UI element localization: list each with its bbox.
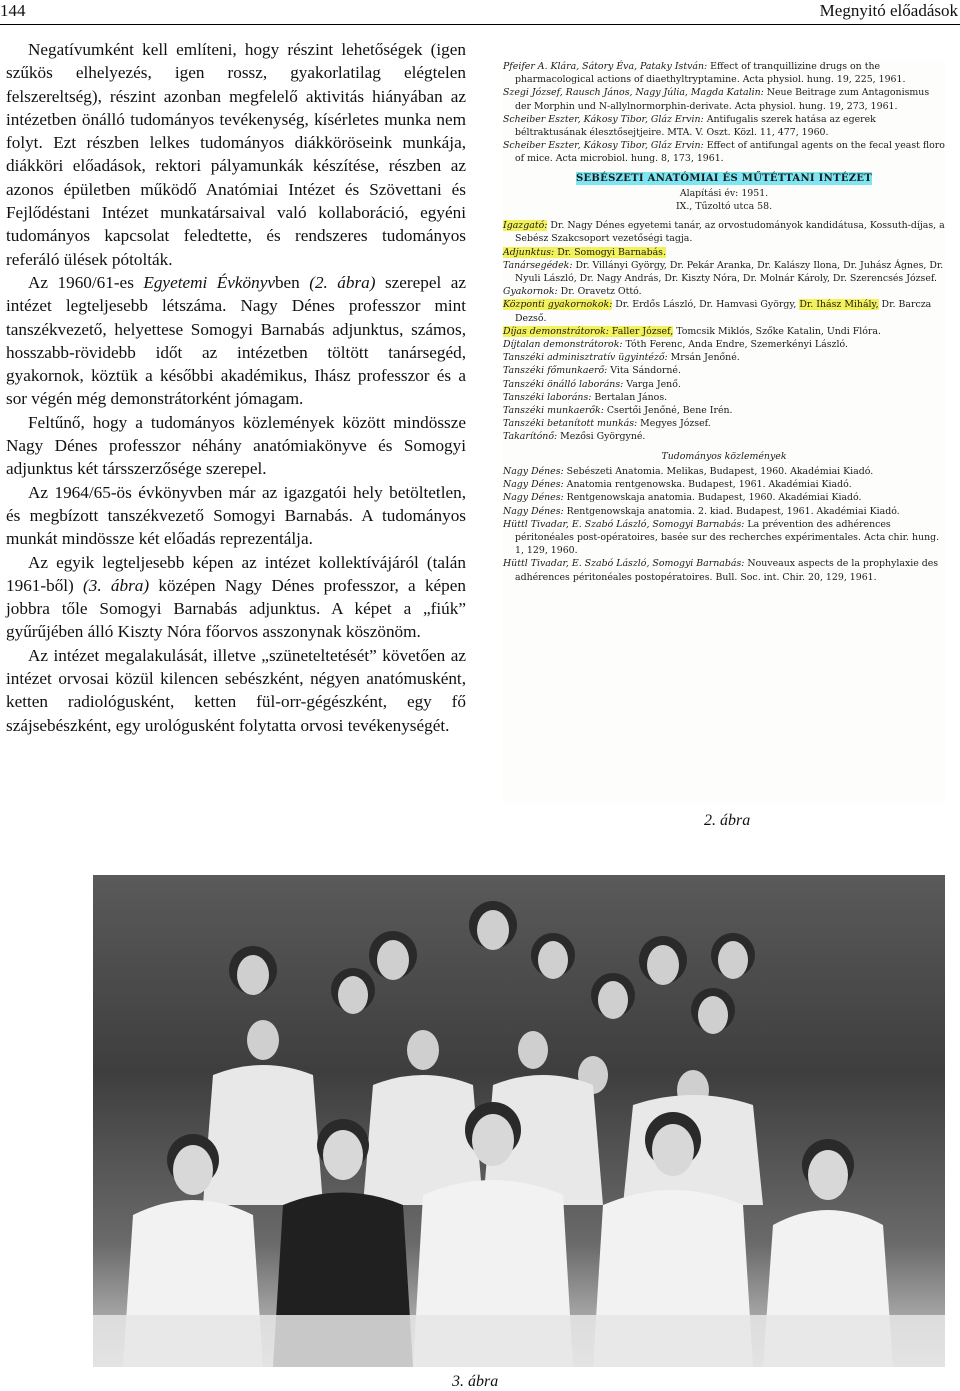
free-demonstrators-entry: Díjtalan demonstrátorok: Tóth Ferenc, Anda Endre, Szemerkényi László. xyxy=(503,339,848,351)
adjunct-entry: Adjunktus: Dr. Somogyi Barnabás. xyxy=(503,246,666,258)
staff-entry: Tanszéki önálló laboráns: Varga Jenő. xyxy=(503,378,681,390)
publications-list xyxy=(503,465,945,584)
reference-entry: Scheiber Eszter, Kákosy Tibor, Gláz Ervin: Antifugalis szerek hatása az egerek béltraktusának élesztősejtjeire. MTA. V. Oszt. Közl. 11, 477, 1960. xyxy=(503,113,876,139)
figure-2-caption: 2. ábra xyxy=(704,812,751,829)
publications-title: Tudományos közlemények xyxy=(661,450,787,462)
page-header xyxy=(0,0,960,25)
group-photo xyxy=(93,875,945,1367)
paragraph-2: Az 1960/61-es Egyetemi Évkönyvben (2. ábra) szerepel az intézet legteljesebb létszáma. Nagy Dénes professzor mint tanszékvezető, helyettese Somogyi Barnabás adjunktus, számos, hosszabb-rövidebb időt az intézetben töltött tanársegéd, gyakornok, köztük a későbbi akadémikus, Ihász professzor és a sor végén még demonstrátorként jómagam. xyxy=(6,272,466,409)
reference-entry: Szegi József, Rausch János, Nagy Júlia, Magda Katalin: Neue Beitrage zum Antagonismus der Morphin und N-allylnormorphin-derivate. Acta physiol. hung. 19, 273, 1961. xyxy=(503,87,930,112)
publication-entry: Hüttl Tivadar, E. Szabó László, Somogyi Barnabás: Nouveaux aspects de la prophylaxie des adhérences péritonéales postopératoires. Bull. Soc. int. Chir. 20, 129, 1961. xyxy=(503,558,939,583)
institute-title: SEBÉSZETI ANATÓMIAI ÉS MŰTÉTTANI INTÉZET xyxy=(575,172,873,184)
body-text-column xyxy=(6,38,466,737)
group-photo-illustration xyxy=(93,875,945,1367)
reference-entry: Pfeifer A. Klára, Sátory Éva, Pataky István: Effect of tranquillizine drugs on the pharmacological actions of diaethyltryptamine. Acta physiol. hung. 19, 225, 1961. xyxy=(503,61,906,86)
yearbook-scan xyxy=(503,60,945,805)
assistants-entry: Tanársegédek: Dr. Villányi György, Dr. Pekár Aranka, Dr. Kalászy Ilona, Dr. Juhász Ágnes, Dr. Nyuli László, Dr. Nagy András, Dr. Kiszty Nóra, Dr. Molnár Károly, Dr. Szerencsés József. xyxy=(503,259,944,285)
staff-entry: Tanszéki betanított munkás: Megyes József. xyxy=(503,418,711,430)
staff-entry: Tanszéki adminisztratív ügyintéző: Mrsán Jenőné. xyxy=(503,352,740,364)
paragraph-3: Feltűnő, hogy a tudományos közlemények között mindössze Nagy Dénes professzor néhány anatómiakönyve és Somogyi adjunktus két társszerzősége szerepel. xyxy=(6,412,466,479)
publication-entry: Nagy Dénes: Anatomia rentgenowska. Budapest, 1961. Akadémiai Kiadó. xyxy=(503,479,852,491)
paid-demonstrators-entry: Díjas demonstrátorok: Faller József, Tomcsik Miklós, Szőke Katalin, Undi Flóra. xyxy=(503,325,881,337)
publication-entry: Nagy Dénes: Rentgenowskaja anatomia. 2. kiad. Budapest, 1961. Akadémiai Kiadó. xyxy=(503,505,900,517)
founded-year: Alapítási év: 1951. xyxy=(679,187,769,199)
figure-3-caption: 3. ábra xyxy=(452,1373,499,1390)
publication-entry: Nagy Dénes: Rentgenowskaja anatomia. Budapest, 1960. Akadémiai Kiadó. xyxy=(503,492,862,504)
director-entry: Igazgató: Dr. Nagy Dénes egyetemi tanár, az orvostudományok kandidátusa, Kossuth-díjas, a Sebész Szakcsoport vezetőségi tagja. xyxy=(503,220,945,245)
paragraph-4: Az 1964/65-ös évkönyvben már az igazgatói hely betöltetlen, és megbízott tanszékvezető Somogyi Barnabás. A tudományos munkát mindössze két előadás reprezentálja. xyxy=(6,482,466,549)
institute-address: IX., Tűzoltó utca 58. xyxy=(675,201,773,213)
paragraph-5: Az egyik legteljesebb képen az intézet kollektívájáról (talán 1961-ből) (3. ábra) középen Nagy Dénes professzor, a képen jobbra tőle Somogyi Barnabás adjunktus. A képet a „fiúk” gyűrűjében álló Kiszty Nóra főorvos asszonynak köszönöm. xyxy=(6,552,466,642)
staff-entry: Tanszéki munkaerők: Csertői Jenőné, Bene Irén. xyxy=(503,405,733,417)
staff-entry: Tanszéki főmunkaerő: Vita Sándorné. xyxy=(503,365,681,377)
reference-entry: Scheiber Eszter, Kákosy Tibor, Gláz Ervin: Effect of antifungal agents on the fecal yeast floro of mice. Acta microbiol. hung. 8, 173, 1961. xyxy=(503,140,945,165)
publication-entry: Nagy Dénes: Sebészeti Anatomia. Melikas, Budapest, 1960. Akadémiai Kiadó. xyxy=(503,465,874,477)
paragraph-6: Az intézet megalakulását, illetve „szüneteltetését” követően az intézet orvosai közül kilencen sebészként, négyen anatómusként, ketten radiológusként, ketten fül-orr-gégészként, egy fő szájsebészként, egy urológusként folytatta orvosi tevékenységét. xyxy=(6,645,466,735)
yearbook-refs-top xyxy=(503,60,945,166)
central-trainees-entry: Központi gyakornokok: Dr. Erdős László, Dr. Hamvasi György, Dr. Ihász Mihály, Dr. Barcza Dezső. xyxy=(503,299,932,324)
staff-entry: Tanszéki laboráns: Bertalan János. xyxy=(503,391,668,403)
paragraph-1: Negatívumként kell említeni, hogy részint lehetőségek (igen szűkös elhelyezés, igen rossz, gyakorlatilag elégtelen felszereltség), részint azonban megfelelő aktivitás hiányában az intézetben önálló tudományos tevékenység, kísérletes munka nem folyt. Ezt részben lelkes tudományos diákköröseink munkája, diákköri előadások, rektori pályamunkák készítése, részben az azonos épületben működő Anatómiai Intézet és Szövettani és Fejlődéstani Intézet munkatársaival való kollaboráció, egyéni tudományos kapcsolat feledtette, és rendszeres tudományos referáló ülések pótolták. xyxy=(6,40,466,269)
trainee-entry: Gyakornok: Dr. Oravetz Ottó. xyxy=(503,286,642,298)
publication-entry: Hüttl Tivadar, E. Szabó László, Somogyi Barnabás: La prévention des adhérences péritonéales post-opératoires, basée sur des recherches expérimentales. Acta chir. hung. 1, 129, 1960. xyxy=(503,518,940,557)
page-number: 144 xyxy=(0,1,26,20)
staff-entry: Takarítónő: Mezősi Györgyné. xyxy=(503,431,646,443)
staff-list xyxy=(503,351,945,443)
running-head: Megnyitó előadások xyxy=(819,1,958,20)
